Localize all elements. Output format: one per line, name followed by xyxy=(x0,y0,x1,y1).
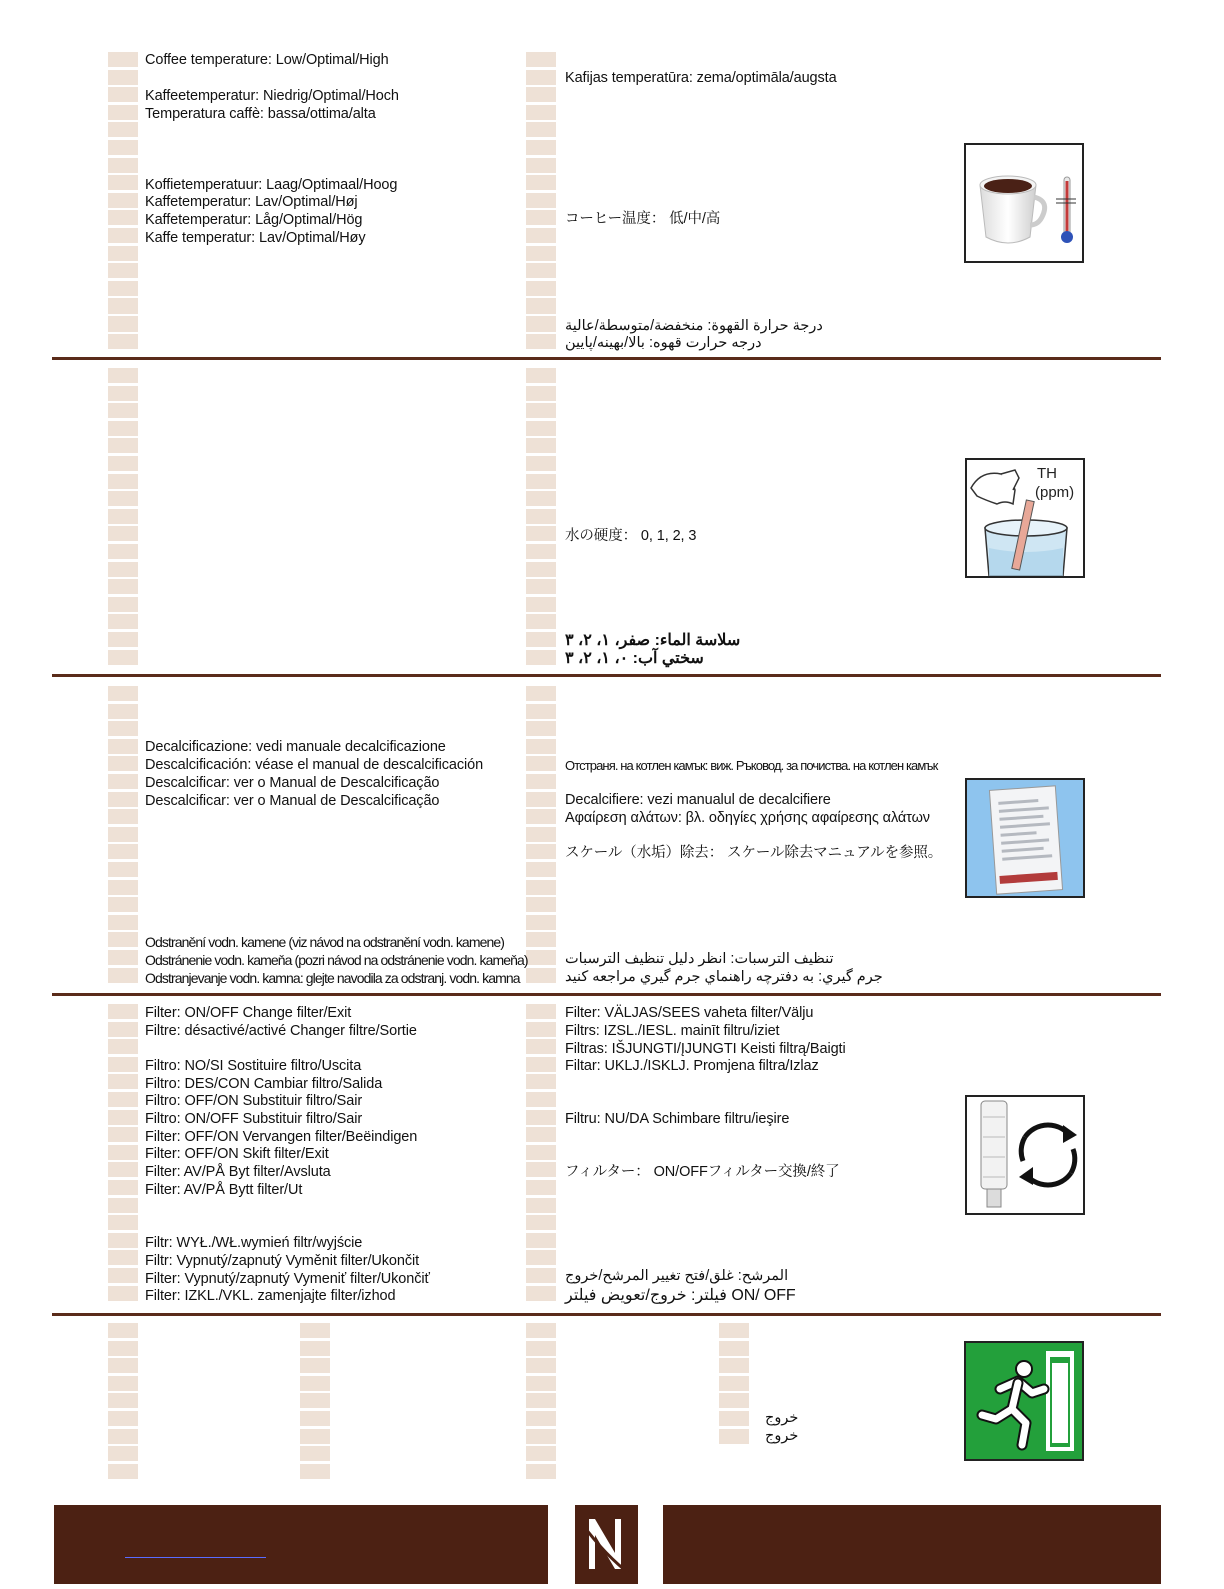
water-hardness-test-icon xyxy=(965,458,1085,578)
s3-right-line-0: Отстраня. на котлен камък: виж. Ръковод. за почиства. на котлен камък xyxy=(565,758,938,773)
s3-left-line-5: Odstránenie vodn. kameňa (pozri návod na odstránenie vodn. kameňa) xyxy=(145,952,528,968)
s1-right-line-0: Kafijas temperatūra: zema/optimāla/augsta xyxy=(565,70,837,86)
icon-text-ppm: (ppm) xyxy=(1035,484,1075,501)
coffee-cup-thermometer-icon xyxy=(964,143,1084,263)
s4-left-line-1: Filtre: désactivé/activé Changer filtre/Sortie xyxy=(145,1023,417,1039)
s3-left-line-4: Odstranění vodn. kamene (viz návod na odstranění vodn. kamene) xyxy=(145,934,504,950)
s1-left-line-1: Kaffeetemperatur: Niedrig/Optimal/Hoch xyxy=(145,88,399,104)
s1-left-line-0: Coffee temperature: Low/Optimal/High xyxy=(145,52,389,68)
s3-right-line-2: Αφαίρεση αλάτων: βλ. οδηγίες χρήσης αφαίρεσης αλάτων xyxy=(565,810,930,826)
section-divider-4 xyxy=(52,1313,1161,1316)
s1-left-line-4: Kaffetemperatur: Lav/Optimal/Høj xyxy=(145,194,358,210)
s3-left-line-1: Descalcificación: véase el manual de descalcificación xyxy=(145,757,484,773)
s4-left-line-10: Filtr: WYŁ./WŁ.wymień filtr/wyjście xyxy=(145,1235,363,1251)
s5-right-line-0: خروج xyxy=(765,1410,799,1426)
s5-right-line-1: خروج xyxy=(765,1428,799,1444)
s2-right-line-1: سلاسة الماء: صفر، ١، ٢، ٣ xyxy=(565,632,741,649)
s4-left-line-11: Filtr: Vypnutý/zapnutý Vyměnit filter/Ukončit xyxy=(145,1253,420,1269)
footer-link-underline[interactable] xyxy=(125,1557,266,1558)
s4-right-line-2: Filtras: IŠJUNGTI/ĮJUNGTI Keisti filtrą/Baigti xyxy=(565,1041,846,1057)
s1-right-line-1: コーヒー温度： 低/中/高 xyxy=(565,211,721,227)
s4-left-line-9: Filter: AV/PÅ Bytt filter/Ut xyxy=(145,1182,303,1198)
s4-left-line-13: Filter: IZKL./VKL. zamenjajte filter/izhod xyxy=(145,1288,396,1304)
s1-left-line-6: Kaffe temperatur: Lav/Optimal/Høy xyxy=(145,230,366,246)
s2-right-line-2: سختي آب: ٠، ١، ٢، ٣ xyxy=(565,650,704,667)
filter-change-icon xyxy=(965,1095,1085,1215)
s4-right-line-3: Filtar: UKLJ./ISKLJ. Promjena filtra/Izlaz xyxy=(565,1058,819,1074)
s4-left-line-4: Filtro: OFF/ON Substituir filtro/Sair xyxy=(145,1093,363,1109)
s3-left-line-6: Odstranjevanje vodn. kamna: glejte navodila za odstranj. vodn. kamna xyxy=(145,970,520,986)
icon-text-th: TH xyxy=(1037,465,1057,482)
s4-left-line-8: Filter: AV/PÅ Byt filter/Avsluta xyxy=(145,1164,331,1180)
s4-right-line-7: فیلتر: خروج/تعویض فیلتر ON/ OFF xyxy=(565,1287,796,1304)
footer-bar-right xyxy=(663,1505,1161,1584)
s4-right-line-0: Filter: VÄLJAS/SEES vaheta filter/Välju xyxy=(565,1005,814,1021)
s4-right-line-5: フィルター： ON/OFFフィルター交換/終了 xyxy=(565,1164,840,1180)
s1-left-line-3: Koffietemperatuur: Laag/Optimaal/Hoog xyxy=(145,177,398,193)
s4-left-line-5: Filtro: ON/OFF Substituir filtro/Sair xyxy=(145,1111,363,1127)
s4-left-line-7: Filter: OFF/ON Skift filter/Exit xyxy=(145,1146,329,1162)
section-divider-2 xyxy=(52,674,1161,677)
nespresso-logo-icon xyxy=(575,1505,638,1584)
s4-right-line-1: Filtrs: IZSL./IESL. mainīt filtru/iziet xyxy=(565,1023,780,1039)
s3-left-line-0: Decalcificazione: vedi manuale decalcificazione xyxy=(145,739,446,755)
s3-left-line-3: Descalcificar: ver o Manual de Descalcificação xyxy=(145,793,440,809)
s3-right-line-3: スケール（水垢）除去： スケール除去マニュアルを参照。 xyxy=(565,845,943,861)
s1-left-line-5: Kaffetemperatur: Låg/Optimal/Hög xyxy=(145,212,363,228)
s4-right-line-4: Filtru: NU/DA Schimbare filtru/ieşire xyxy=(565,1111,790,1127)
s1-right-line-3: درجه حرارت قهوه: بالا/بهینه/پایین xyxy=(565,335,762,351)
s4-left-line-12: Filter: Vypnutý/zapnutý Vymeniť filter/Ukončiť xyxy=(145,1271,430,1287)
s1-right-line-2: درجة حرارة القهوة: منخفضة/متوسطة/عالية xyxy=(565,318,823,334)
s4-left-line-6: Filter: OFF/ON Vervangen filter/Beëindigen xyxy=(145,1129,418,1145)
s3-right-line-5: جرم گیري: به دفترچه راهنماي جرم گیري مراجعه کنید xyxy=(565,969,883,985)
s4-right-line-6: المرشح: غلق/فتح تغيير المرشح/خروج xyxy=(565,1268,789,1284)
s4-left-line-0: Filter: ON/OFF Change filter/Exit xyxy=(145,1005,352,1021)
section-divider-1 xyxy=(52,357,1161,360)
footer-bar-left xyxy=(54,1505,548,1584)
s4-left-line-3: Filtro: DES/CON Cambiar filtro/Salida xyxy=(145,1076,383,1092)
s2-right-line-0: 水の硬度： 0, 1, 2, 3 xyxy=(565,528,697,544)
s3-right-line-4: تنظيف الترسبات: انظر دليل تنظيف الترسبات xyxy=(565,951,834,967)
exit-icon xyxy=(964,1341,1084,1461)
s3-right-line-1: Decalcifiere: vezi manualul de decalcifiere xyxy=(565,792,831,808)
descaling-manual-icon xyxy=(965,778,1085,898)
s3-left-line-2: Descalcificar: ver o Manual de Descalcificação xyxy=(145,775,440,791)
s4-left-line-2: Filtro: NO/SI Sostituire filtro/Uscita xyxy=(145,1058,362,1074)
s1-left-line-2: Temperatura caffè: bassa/ottima/alta xyxy=(145,106,376,122)
section-divider-3 xyxy=(52,993,1161,996)
